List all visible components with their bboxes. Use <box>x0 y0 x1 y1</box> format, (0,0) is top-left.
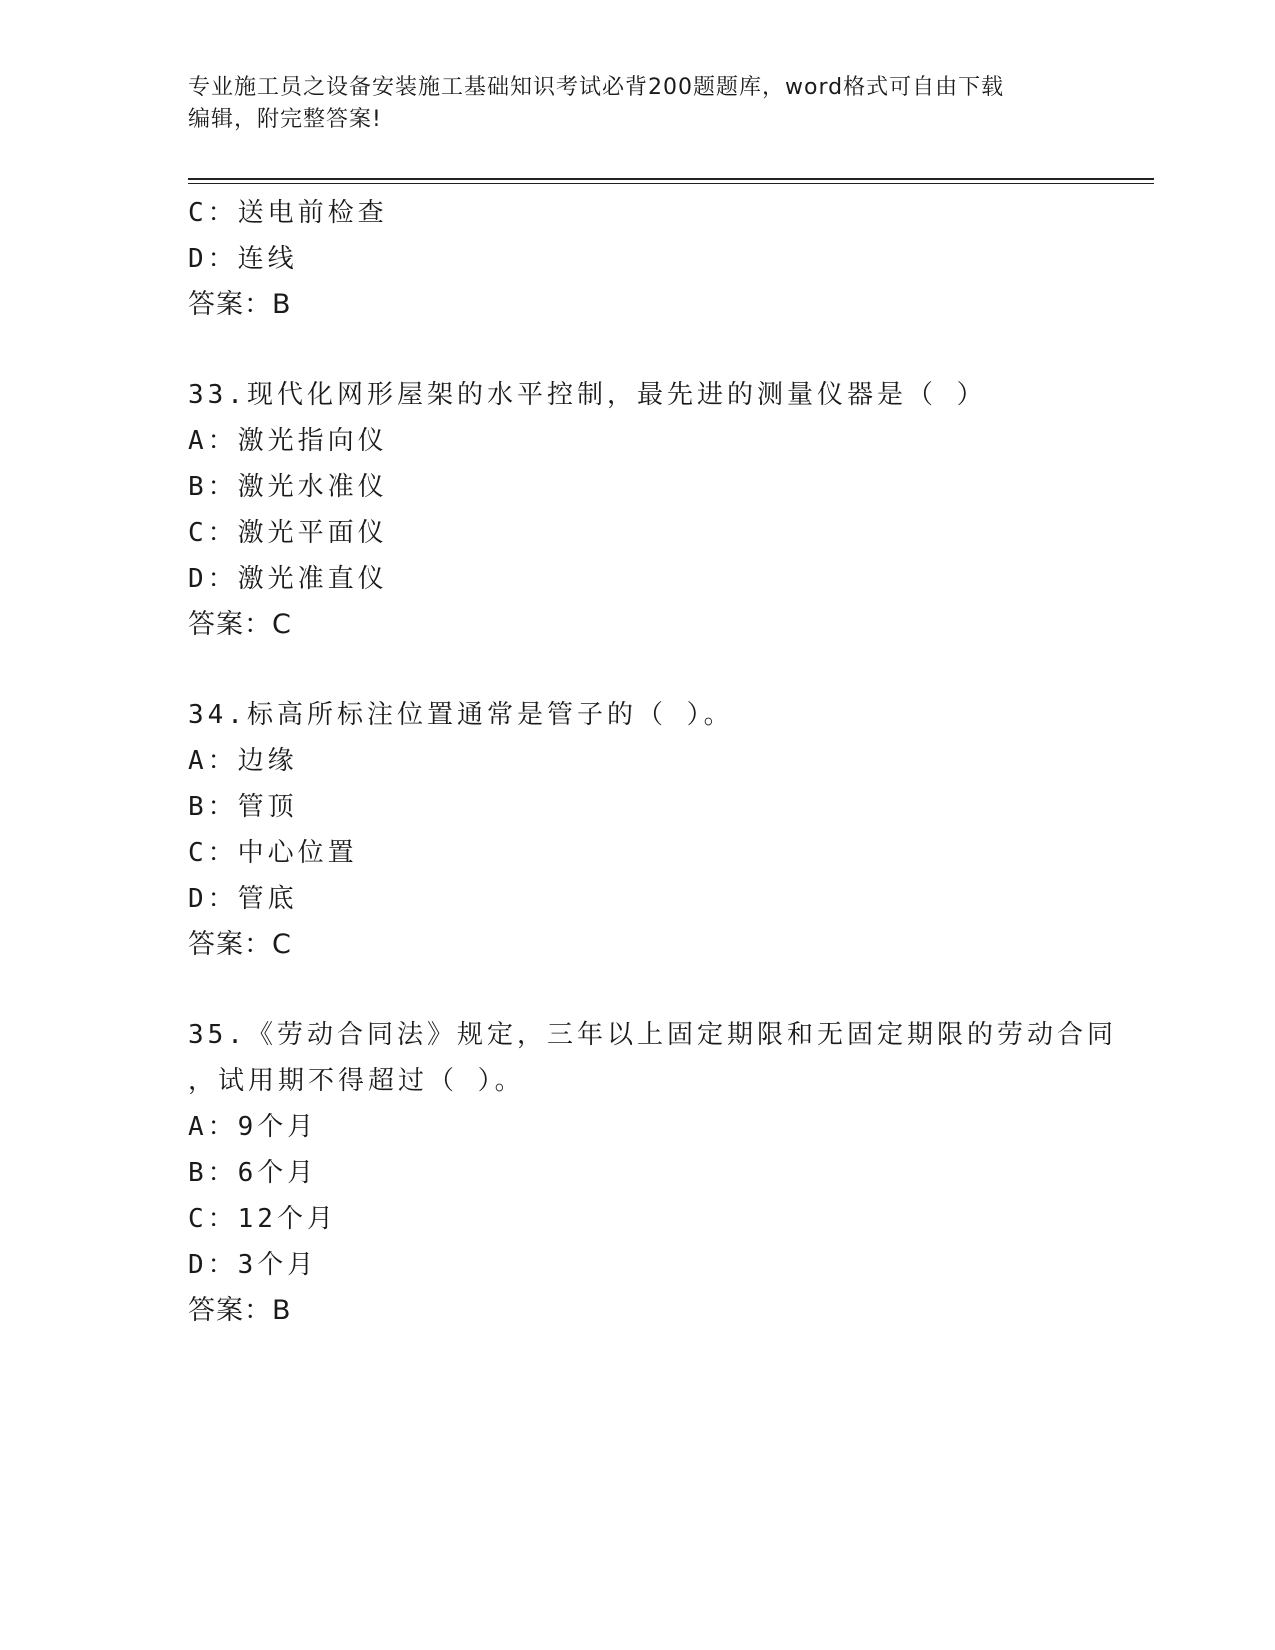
option-d: D：3个月 <box>188 1250 318 1280</box>
option-b: B：管顶 <box>188 792 298 822</box>
option-b: B：6个月 <box>188 1158 318 1188</box>
question-stem: 34.标高所标注位置通常是管子的（ ）。 <box>188 700 734 730</box>
question-list <box>188 190 1117 1334</box>
question-block-partial <box>188 190 1088 328</box>
header-line-2: 编辑，附完整答案! <box>188 107 382 132</box>
question-block-33 <box>188 372 1088 648</box>
spacer <box>188 328 1088 372</box>
option-c: C：12个月 <box>188 1204 337 1234</box>
answer-line: 答案：C <box>188 929 292 960</box>
option-d: D：管底 <box>188 884 298 914</box>
header-divider-thick <box>188 178 1154 180</box>
option-c: C：中心位置 <box>188 838 358 868</box>
spacer <box>188 968 1088 1012</box>
document-header <box>188 72 1088 136</box>
question-stem-line-1: 35.《劳动合同法》规定，三年以上固定期限和无固定期限的劳动合同 <box>188 1020 1117 1050</box>
header-line-1: 专业施工员之设备安装施工基础知识考试必背200题题库，word格式可自由下载 <box>188 75 1005 100</box>
option-c: C：激光平面仪 <box>188 518 388 548</box>
option-d: D：连线 <box>188 244 298 274</box>
option-a: A：边缘 <box>188 746 298 776</box>
answer-line: 答案：B <box>188 1295 292 1326</box>
question-stem-line-2: ，试用期不得超过（ ）。 <box>188 1066 525 1096</box>
option-c: C：送电前检查 <box>188 198 388 228</box>
answer-line: 答案：C <box>188 609 292 640</box>
header-divider-thin <box>188 183 1154 184</box>
option-b: B：激光水准仪 <box>188 472 388 502</box>
question-block-34 <box>188 692 1088 968</box>
question-stem: 33.现代化网形屋架的水平控制，最先进的测量仪器是（ ） <box>188 380 987 410</box>
option-a: A：9个月 <box>188 1112 318 1142</box>
option-d: D：激光准直仪 <box>188 564 388 594</box>
spacer <box>188 648 1088 692</box>
answer-line: 答案：B <box>188 289 292 320</box>
option-a: A：激光指向仪 <box>188 426 388 456</box>
question-block-35 <box>188 1012 1117 1334</box>
